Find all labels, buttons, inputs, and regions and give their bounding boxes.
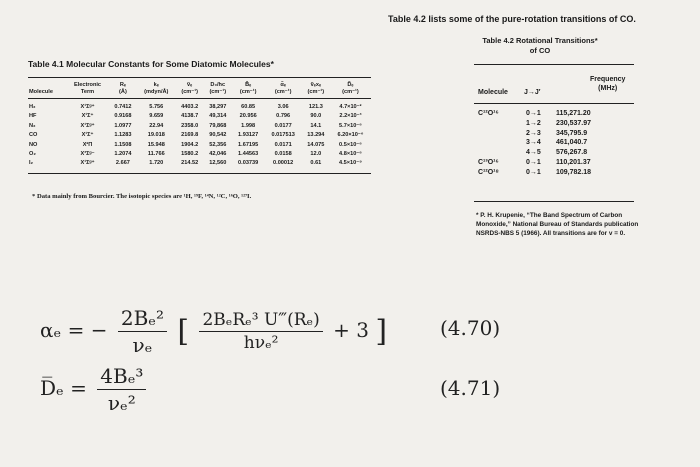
eq1-inner-fraction xyxy=(199,310,322,353)
header-cell: α̃ₑ xyxy=(265,78,302,90)
table-cell: 1.1283 xyxy=(114,132,132,139)
col-header-frequency xyxy=(590,75,625,93)
col-header-molecule: Molecule xyxy=(478,89,508,96)
table-cell: 3.06 xyxy=(277,104,289,110)
header-cell: (cm⁻¹) xyxy=(265,89,302,99)
table-cell: X¹Σ⁺ xyxy=(81,132,94,139)
header-cell: (cm⁻¹) xyxy=(176,89,204,99)
header-cell xyxy=(28,78,66,90)
table-cell: 90.0 xyxy=(310,113,322,120)
table-cell: 0.5×10⁻⁶ xyxy=(339,141,362,148)
table-cell: X¹Σ⁺ xyxy=(81,113,94,120)
eq1-lhs: αₑ = − xyxy=(40,318,108,342)
table-4-2-bottom-rule xyxy=(474,201,634,202)
table-row xyxy=(28,150,371,159)
table-cell: 4.5×10⁻⁹ xyxy=(330,159,371,173)
table-cell: 1.93127 xyxy=(238,132,259,139)
molecule-cell: C¹³O¹⁶ xyxy=(478,158,499,166)
frequency-cell: 345,795.9 xyxy=(556,129,588,137)
table-cell: 2358.0 xyxy=(181,122,199,129)
header-cell: ṽₑ xyxy=(176,78,204,90)
table-cell: 0.796 xyxy=(276,113,291,120)
table-row xyxy=(28,141,371,150)
eq1-tail: + 3 xyxy=(333,318,369,342)
table-4-1 xyxy=(28,77,371,174)
table-cell: 2.667 xyxy=(109,159,137,173)
eq1-fraction xyxy=(118,306,167,357)
table-cell: 0.9168 xyxy=(114,113,132,120)
table-cell: 13.294 xyxy=(307,132,325,139)
close-bracket: ] xyxy=(375,314,388,349)
handwritten-equation-alpha xyxy=(40,306,387,357)
header-cell: Rₑ xyxy=(109,78,137,90)
table-cell: 22.94 xyxy=(149,122,164,129)
table-cell: 121.3 xyxy=(308,104,323,110)
table-row xyxy=(28,99,371,113)
table-cell: 0.61 xyxy=(302,159,330,173)
table-cell: 1.2074 xyxy=(114,151,132,158)
table-4-1-footnote: * Data mainly from Bourcier. The isotopic species are ¹H, ¹⁹F, ¹⁴N, ¹²C, ¹⁶O, ¹²⁷I. xyxy=(32,193,252,200)
transition-cell: 2→3 xyxy=(526,129,541,137)
header-cell: (cm⁻¹) xyxy=(330,89,371,99)
table-4-2-header-rule xyxy=(474,103,634,104)
table-cell: 2.2×10⁻³ xyxy=(339,113,362,120)
col-header-frequency-line1: Frequency xyxy=(590,76,626,83)
table-4-1-header-bottom xyxy=(28,89,371,99)
table-4-2-title-line1: Table 4.2 Rotational Transitions* xyxy=(482,36,598,45)
table-cell: 4403.2 xyxy=(181,104,199,110)
transition-cell: 3→4 xyxy=(526,139,541,147)
table-cell: 0.0177 xyxy=(274,122,292,129)
header-cell: D₀/hc xyxy=(204,78,232,90)
table-cell: 1.1508 xyxy=(114,141,132,148)
table-cell: 49,314 xyxy=(209,113,227,120)
table-4-2-top-rule xyxy=(474,64,634,65)
table-row xyxy=(28,122,371,131)
table-cell: 42,046 xyxy=(209,151,227,158)
table-cell: 9.659 xyxy=(149,113,164,120)
transition-cell: 0→1 xyxy=(526,168,541,176)
table-cell: 214.52 xyxy=(176,159,204,173)
table-cell: 12.0 xyxy=(310,151,322,158)
col-header-frequency-line2: (MHz) xyxy=(598,85,618,92)
table-4-1-body xyxy=(28,99,371,174)
table-cell: 52,356 xyxy=(209,141,227,148)
table-cell: 0.00012 xyxy=(265,159,302,173)
header-cell: B̃ₑ xyxy=(232,78,265,90)
molecule-cell: I₂ xyxy=(28,159,66,173)
header-cell: (Å) xyxy=(109,89,137,99)
eq2-lhs: D̅ₑ = xyxy=(40,376,87,400)
table-cell: 38,297 xyxy=(209,104,227,110)
table-cell: 0.03739 xyxy=(232,159,265,173)
frequency-cell: 109,782.18 xyxy=(556,168,592,176)
table-row xyxy=(28,159,371,173)
header-cell: (cm⁻¹) xyxy=(302,89,330,99)
table-cell: 90,542 xyxy=(209,132,227,139)
table-cell: 2169.8 xyxy=(181,132,199,139)
frequency-cell: 115,271.20 xyxy=(556,110,591,117)
eq1-fraction-denominator: νₑ xyxy=(132,333,153,357)
table-cell: 0.0171 xyxy=(274,141,292,148)
eq1-inner-numerator: 2BₑRₑ³ U‴(Rₑ) xyxy=(199,310,322,332)
table-cell: 5.7×10⁻⁶ xyxy=(339,122,362,129)
frequency-cell: 461,040.7 xyxy=(556,139,588,147)
header-cell: Molecule xyxy=(28,89,66,99)
table-cell: 4.8×10⁻⁶ xyxy=(339,151,362,158)
open-bracket: [ xyxy=(177,314,190,349)
table-cell: 15.948 xyxy=(147,141,165,148)
header-cell: (cm⁻¹) xyxy=(204,89,232,99)
table-cell: 79,868 xyxy=(209,122,227,129)
molecule-cell: O₂ xyxy=(29,151,36,158)
equation-number-4-70: (4.70) xyxy=(440,316,501,340)
header-cell: kₑ xyxy=(137,78,176,90)
table-cell: 1.998 xyxy=(241,122,256,129)
table-cell: X¹Σᵍ⁺ xyxy=(80,122,95,129)
table-cell: 14.1 xyxy=(310,122,322,129)
header-cell: (mdyn/Å) xyxy=(137,89,176,99)
table-cell: 1904.2 xyxy=(181,141,199,148)
table-cell: 0.017513 xyxy=(271,132,295,139)
table-cell: 0.0158 xyxy=(274,151,292,158)
molecule-cell: C¹²O¹⁸ xyxy=(478,168,499,176)
table-cell: 1.67195 xyxy=(238,141,259,148)
table-cell: 4138.7 xyxy=(181,113,199,120)
table-cell: 11.766 xyxy=(147,151,165,158)
frequency-cell: 110,201.37 xyxy=(556,158,591,166)
table-cell: 1.720 xyxy=(137,159,176,173)
transition-cell: 1→2 xyxy=(526,119,541,127)
table-cell: X³Σᵍ⁻ xyxy=(80,151,95,158)
header-cell: (cm⁻¹) xyxy=(232,89,265,99)
table-4-1-title: Table 4.1 Molecular Constants for Some Diatomic Molecules* xyxy=(28,59,274,69)
table-cell: 60.85 xyxy=(241,104,256,110)
table-cell: 0.7412 xyxy=(114,104,132,110)
table-4-1-header-top xyxy=(28,78,371,90)
table-cell: X²Π xyxy=(82,141,93,148)
table-cell: X¹Σᵍ⁺ xyxy=(66,159,109,173)
table-row xyxy=(28,112,371,121)
equation-number-4-71: (4.71) xyxy=(440,376,501,400)
table-4-2-title xyxy=(470,36,610,55)
table-4-2-title-line2: of CO xyxy=(529,45,551,55)
eq1-inner-denominator: hνₑ² xyxy=(243,333,279,353)
table-cell: 1580.2 xyxy=(181,151,199,158)
col-header-transition: J→J′ xyxy=(524,89,541,96)
molecule-cell: C¹²O¹⁶ xyxy=(478,110,499,117)
header-cell: Term xyxy=(66,89,109,99)
table-cell: 4.7×10⁻² xyxy=(339,104,362,110)
handwritten-equation-de xyxy=(40,364,150,415)
header-cell: ṽₑxₑ xyxy=(302,78,330,90)
table-cell: 12,560 xyxy=(204,159,232,173)
molecule-cell: NO xyxy=(29,141,38,148)
table-cell: 1.44563 xyxy=(238,151,259,158)
table-cell: 5.756 xyxy=(149,104,164,110)
molecule-cell: N₂ xyxy=(29,122,36,129)
frequency-cell: 576,267.8 xyxy=(556,149,588,157)
table-4-2-intro-sentence: Table 4.2 lists some of the pure-rotation transitions of CO. xyxy=(388,14,636,24)
molecule-cell: HF xyxy=(29,113,37,120)
header-cell: D̃ₑ xyxy=(330,78,371,90)
table-cell: 19.018 xyxy=(147,132,165,139)
table-cell: 6.20×10⁻⁶ xyxy=(337,132,364,139)
table-cell: X¹Σᵍ⁺ xyxy=(80,104,95,110)
eq2-fraction xyxy=(97,364,146,415)
table-cell: 14.075 xyxy=(307,141,325,148)
eq2-fraction-denominator: νₑ² xyxy=(107,391,136,415)
eq2-fraction-numerator: 4Bₑ³ xyxy=(97,364,146,390)
eq1-fraction-numerator: 2Bₑ² xyxy=(118,306,167,332)
transition-cell: 0→1 xyxy=(526,158,541,166)
frequency-cell: 230,537.97 xyxy=(556,119,592,127)
table-cell: 1.0977 xyxy=(114,122,132,129)
transition-cell: 4→5 xyxy=(526,149,541,157)
molecule-cell: H₂ xyxy=(29,104,36,110)
header-cell: Electronic xyxy=(66,78,109,90)
transition-cell: 0→1 xyxy=(526,110,541,117)
table-cell: 20.956 xyxy=(239,113,257,120)
molecule-cell: CO xyxy=(29,132,38,139)
table-4-2-footnote: * P. H. Krupenie, “The Band Spectrum of Carbon Monoxide,” National Bureau of Standards publication NSRDS-NBS 5 (1966). All transitions are for v = 0. xyxy=(476,212,639,238)
table-row xyxy=(28,131,371,140)
